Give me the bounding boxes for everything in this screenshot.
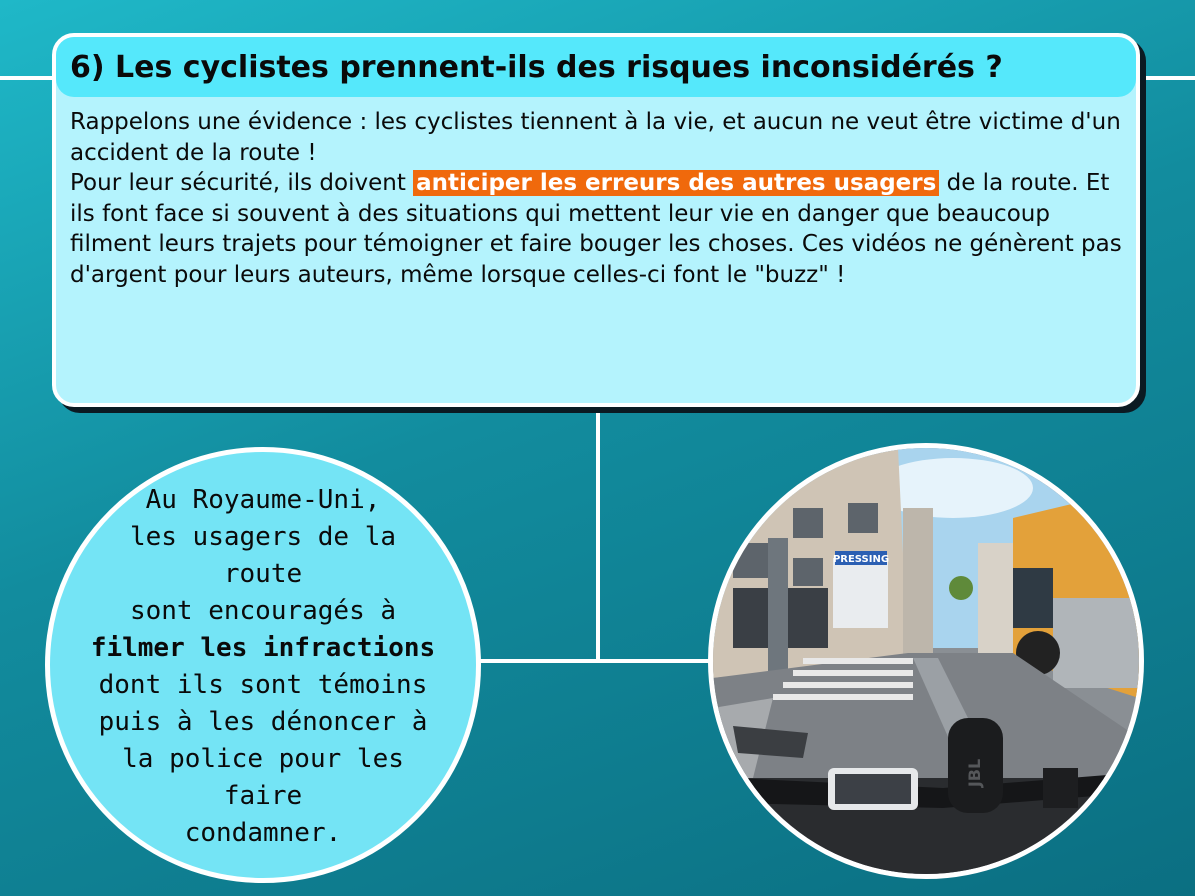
uk-line-5: puis à les dénoncer à (98, 707, 428, 737)
uk-bold-line: filmer les infractions (90, 633, 436, 663)
cyclist-pov-photo (708, 443, 1144, 879)
pressing-sign: PRESSING (832, 554, 890, 565)
jbl-logo: JBL (965, 758, 984, 788)
uk-info-circle (45, 447, 481, 883)
card-title: 6) Les cyclistes prennent-ils des risques inconsidérés ? (56, 37, 1136, 97)
street-scene-illustration (713, 448, 1139, 874)
connector-line-right (1144, 76, 1195, 80)
card-body (56, 97, 1136, 290)
info-card (52, 33, 1140, 407)
uk-line-7: condamner. (184, 818, 342, 848)
uk-info-text (83, 482, 443, 852)
body-sentence-1: Rappelons une évidence : les cyclistes tiennent à la vie, et aucun ne veut être victime d'un accident de la route ! (70, 109, 1121, 166)
uk-line-1: Au Royaume-Uni, (145, 485, 381, 515)
uk-line-2: les usagers de la route (129, 522, 397, 589)
connector-line-horizontal (478, 659, 712, 663)
body-sentence-2-end: de la route. Et ils font face si souvent à des situations qui mettent leur vie en danger que beaucoup filment leurs trajets pour témoigner et faire bouger les choses. Ces vidéos ne génèrent pas d'argent pour leurs auteurs, même lorsque celles-ci font le "buzz" ! (70, 170, 1122, 288)
uk-line-6: la police pour les faire (122, 744, 404, 811)
uk-line-3: sont encouragés à (129, 596, 397, 626)
highlight-text: anticiper les erreurs des autres usagers (413, 170, 939, 196)
body-sentence-2-start: Pour leur sécurité, ils doivent (70, 170, 414, 196)
connector-line-left (0, 76, 56, 80)
connector-line-vertical (596, 407, 600, 662)
uk-line-4: dont ils sont témoins (98, 670, 428, 700)
